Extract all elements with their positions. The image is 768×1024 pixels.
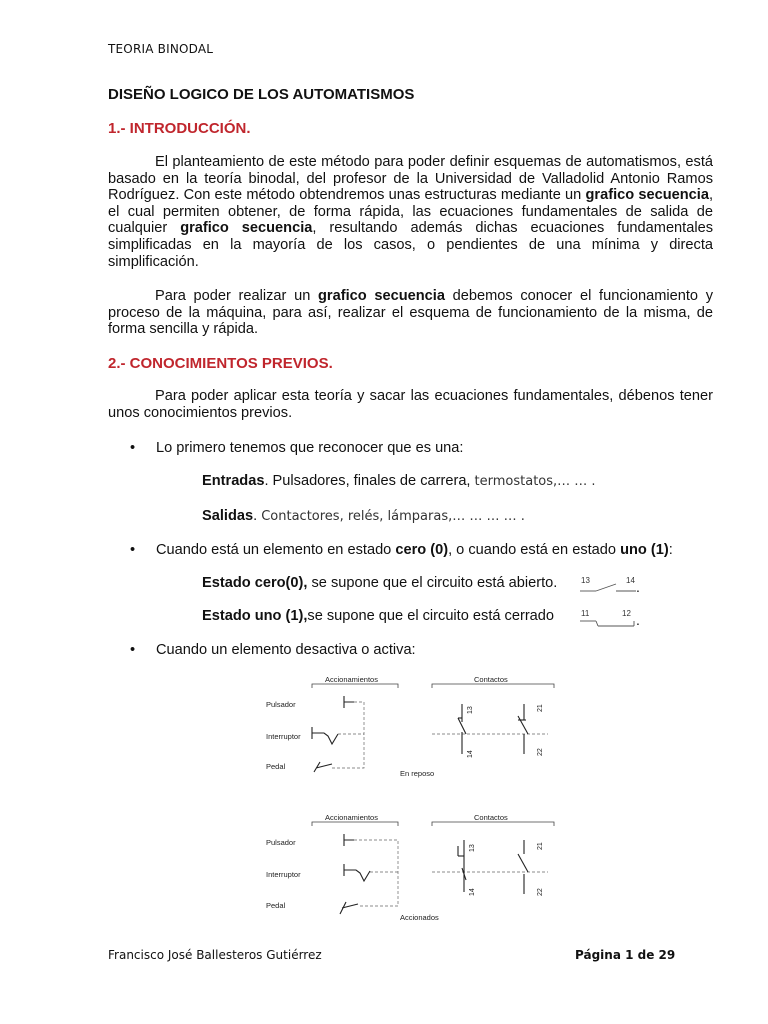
closed-contact-13-14 [458, 840, 466, 892]
contacts-diagram-rest [262, 672, 562, 784]
contact-number-11: 11 [581, 609, 590, 618]
contact-number-12: 12 [622, 609, 631, 618]
row-label-pulsador: Pulsador [266, 838, 296, 847]
header-accionamientos: Accionamientos [325, 675, 378, 684]
contact-label-22: 22 [537, 748, 544, 756]
salidas-definition: Salidas. Contactores, relés, lámparas,… … … … . [202, 508, 525, 524]
pedal-symbol [340, 902, 358, 914]
contact-label-13: 13 [469, 844, 476, 852]
pedal-symbol [314, 762, 332, 772]
closed-contact-symbol [578, 607, 642, 629]
contact-number-13: 13 [581, 576, 590, 585]
bullet-dot-3: • [130, 642, 136, 658]
intro-paragraph-1: El planteamiento de este método para poder definir esquemas de automatismos, está basado en la teoría binodal, del profesor de la Universidad de Valladolid Antonio Ramos Rodríguez. Con este método obtendremos unas estructuras mediante un grafico secuencia, el cual permiten obtener, de forma rápida, las ecuaciones fundamentales de salida de cualquier grafico secuencia, resultando además dichas ecuaciones fundamentales simplificadas en la mayoría de los casos, o pendientes de una mínima y directa simplificación. [108, 154, 714, 270]
intro-paragraph-2: Para poder realizar un grafico secuencia debemos conocer el funcionamiento y proceso de la máquina, para así, realizar el esquema de funcionamiento de la misma, de forma sencilla y rápida. [108, 288, 714, 338]
prev-paragraph-1: Para poder aplicar esta teoría y sacar las ecuaciones fundamentales, débenos tener unos conocimientos previos. [108, 388, 713, 421]
contact-label-22: 22 [537, 888, 544, 896]
open-contact-symbol [578, 574, 642, 596]
bullet-item-3: Cuando un elemento desactiva o activa: [156, 642, 416, 658]
row-label-pedal: Pedal [266, 762, 286, 771]
row-label-pedal: Pedal [266, 901, 286, 910]
row-label-pulsador: Pulsador [266, 700, 296, 709]
interruptor-symbol [312, 727, 338, 744]
contact-label-13: 13 [467, 706, 474, 714]
estado-uno-period: . [636, 612, 640, 628]
contact-label-14: 14 [469, 888, 476, 896]
header-accionamientos: Accionamientos [325, 813, 378, 822]
open-contact-21-22 [518, 840, 528, 894]
section-heading-conocimientos: 2.- CONOCIMIENTOS PREVIOS. [108, 355, 333, 372]
pulsador-symbol [344, 834, 354, 846]
open-contact-13-14 [458, 704, 466, 754]
row-label-interruptor: Interruptor [266, 870, 301, 879]
page-header: TEORIA BINODAL [108, 42, 214, 56]
caption-en-reposo: En reposo [400, 769, 435, 778]
footer-author: Francisco José Ballesteros Gutiérrez [108, 948, 322, 962]
closed-contact-21-22 [518, 704, 528, 754]
row-label-interruptor: Interruptor [266, 732, 301, 741]
header-contactos: Contactos [474, 813, 508, 822]
contact-number-14: 14 [626, 576, 635, 585]
contact-label-21: 21 [537, 842, 544, 850]
contact-label-14: 14 [467, 750, 474, 758]
interruptor-symbol [344, 864, 370, 881]
estado-uno-definition: Estado uno (1),se supone que el circuito está cerrado [202, 608, 555, 624]
estado-cero-period: . [636, 579, 640, 595]
document-title: DISEÑO LOGICO DE LOS AUTOMATISMOS [108, 86, 415, 103]
header-contactos: Contactos [474, 675, 508, 684]
pulsador-symbol [344, 696, 354, 708]
bullet-item-1: Lo primero tenemos que reconocer que es una: [156, 440, 464, 456]
section-heading-introduccion: 1.- INTRODUCCIÓN. [108, 120, 251, 137]
caption-accionados: Accionados [400, 913, 439, 922]
bullet-dot-2: • [130, 542, 136, 558]
bullet-item-2: Cuando está un elemento en estado cero (0), o cuando está en estado uno (1): [156, 542, 673, 558]
estado-cero-definition: Estado cero(0), se supone que el circuito está abierto. [202, 575, 558, 591]
entradas-definition: Entradas. Pulsadores, finales de carrera, termostatos,… … . [202, 473, 596, 489]
bullet-dot-1: • [130, 440, 136, 456]
footer-page-number: Página 1 de 29 [575, 948, 676, 962]
contact-label-21: 21 [537, 704, 544, 712]
contacts-diagram-actuated [262, 810, 562, 926]
